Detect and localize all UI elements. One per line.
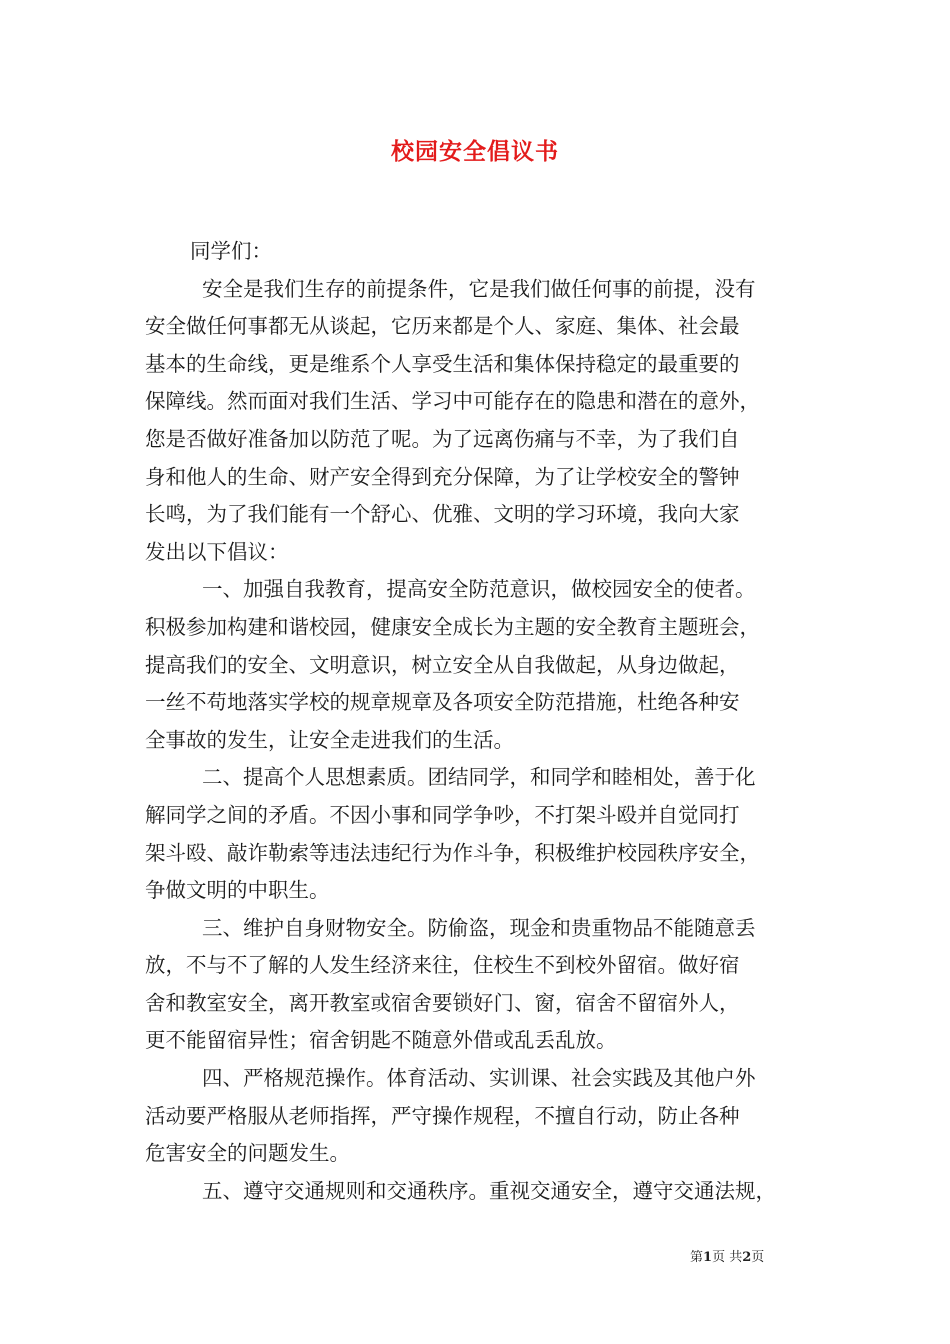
document-title: 校园安全倡议书: [391, 139, 559, 165]
paragraph-line: 四、严格规范操作。体育活动、实训课、社会实践及其他户外: [202, 1066, 756, 1091]
page-footer: [690, 1246, 764, 1265]
footer-middle: 页 共: [712, 1250, 743, 1265]
paragraph-line: 三、维护自身财物安全。防偷盗，现金和贵重物品不能随意丢: [202, 915, 756, 940]
paragraph-line: 危害安全的问题发生。: [145, 1141, 350, 1166]
paragraph-line: 安全做任何事都无从谈起，它历来都是个人、家庭、集体、社会最: [145, 314, 740, 339]
paragraph: [145, 759, 810, 909]
paragraph-line: 提高我们的安全、文明意识，树立安全从自我做起，从身边做起，: [145, 652, 740, 677]
paragraph-line: 争做文明的中职生。: [145, 878, 330, 903]
footer-current-page: 1: [703, 1250, 713, 1265]
paragraph-line: 一丝不苟地落实学校的规章规章及各项安全防范措施，杜绝各种安: [145, 690, 740, 715]
paragraph-line: 基本的生命线，更是维系个人享受生活和集体保持稳定的最重要的: [145, 351, 740, 376]
paragraph-line: 发出以下倡议：: [145, 539, 289, 564]
footer-suffix: 页: [751, 1250, 765, 1265]
paragraph-line: 身和他人的生命、财产安全得到充分保障，为了让学校安全的警钟: [145, 464, 740, 489]
paragraph-line: 放，不与不了解的人发生经济来往，住校生不到校外留宿。做好宿: [145, 953, 740, 978]
paragraph-line: 五、遵守交通规则和交通秩序。重视交通安全，遵守交通法规，: [202, 1178, 776, 1203]
paragraph: [145, 271, 810, 572]
paragraph-line: 更不能留宿异性；宿舍钥匙不随意外借或乱丢乱放。: [145, 1028, 617, 1053]
paragraph-line: 积极参加构建和谐校园，健康安全成长为主题的安全教育主题班会，: [145, 614, 760, 639]
paragraph-line: 一、加强自我教育，提高安全防范意识，做校园安全的使者。: [202, 577, 756, 602]
paragraph-line: 舍和教室安全，离开教室或宿舍要锁好门、窗，宿舍不留宿外人，: [145, 990, 740, 1015]
paragraph-line: 长鸣，为了我们能有一个舒心、优雅、文明的学习环境，我向大家: [145, 502, 740, 527]
paragraph-line: 架斗殴、敲诈勒索等违法违纪行为作斗争，积极维护校园秩序安全，: [145, 840, 760, 865]
paragraph-line: 您是否做好准备加以防范了呢。为了远离伤痛与不幸，为了我们自: [145, 426, 740, 451]
paragraph: [145, 1173, 810, 1211]
paragraph-line: 二、提高个人思想素质。团结同学，和同学和睦相处，善于化: [202, 765, 756, 790]
footer-prefix: 第: [690, 1250, 704, 1265]
paragraph: [145, 910, 810, 1060]
paragraph: [145, 571, 810, 759]
paragraph-line: 活动要严格服从老师指挥，严守操作规程，不擅自行动，防止各种: [145, 1103, 740, 1128]
paragraph-line: 全事故的发生，让安全走进我们的生活。: [145, 727, 514, 752]
paragraph: [145, 1060, 810, 1173]
paragraph-list: [145, 271, 810, 1211]
document-body: [145, 233, 810, 1210]
paragraph-line: 保障线。然而面对我们生活、学习中可能存在的隐患和潜在的意外，: [145, 389, 760, 414]
greeting: 同学们：: [190, 239, 272, 263]
paragraph-line: 解同学之间的矛盾。不因小事和同学争吵，不打架斗殴并自觉同打: [145, 802, 740, 827]
footer-total-pages: 2: [742, 1250, 752, 1265]
paragraph-line: 安全是我们生存的前提条件，它是我们做任何事的前提，没有: [202, 276, 756, 301]
